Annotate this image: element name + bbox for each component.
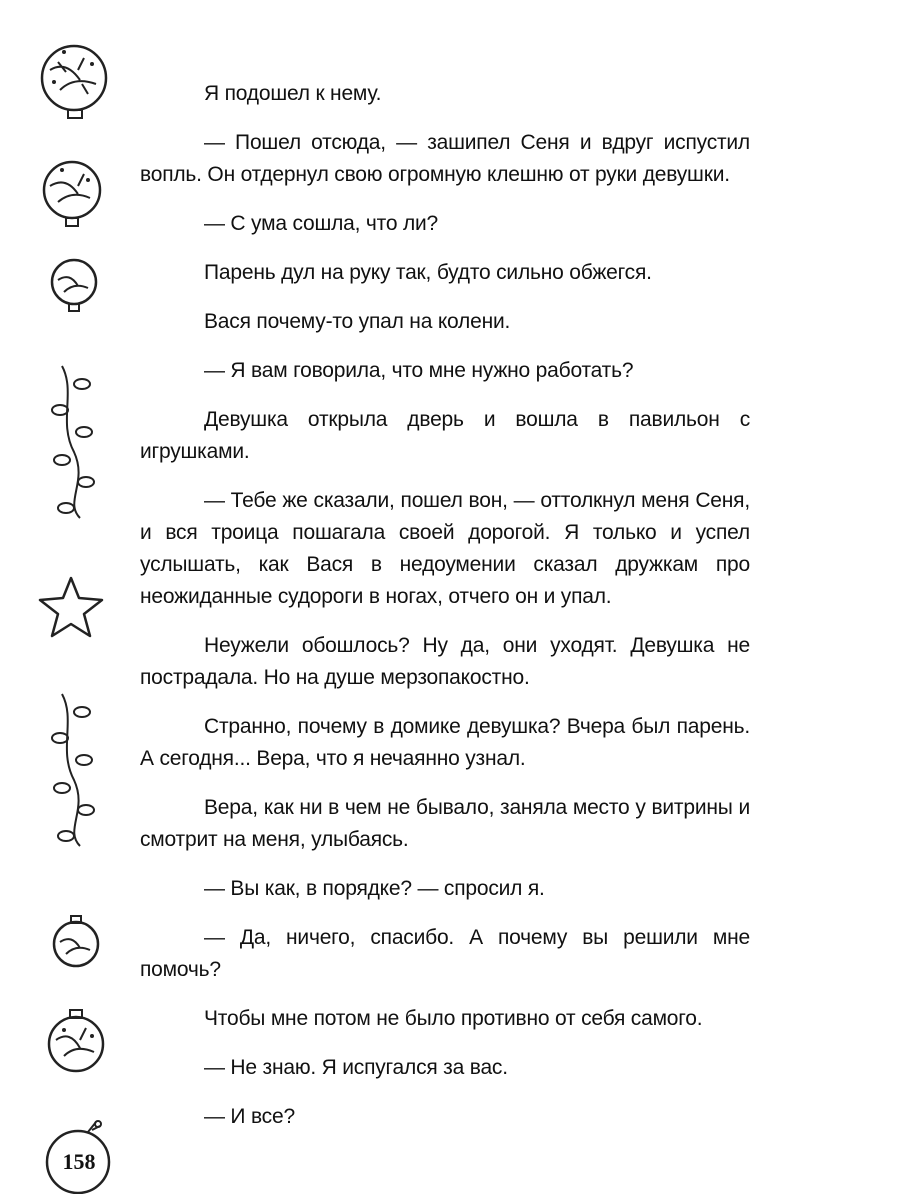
paragraph: Я подошел к нему.: [204, 82, 382, 105]
christmas-ornament-icon: [48, 258, 104, 314]
paragraph: Вася почему-то упал на колени.: [204, 310, 511, 333]
paragraph: Парень дул на руку так, будто сильно обжегся.: [204, 261, 652, 284]
garland-icon: [48, 362, 100, 522]
garland-icon: [48, 690, 100, 850]
paragraph: — Тебе же сказали, пошел вон, — оттолкнул меня Сеня, и вся троица пошагала своей дорогой. Я только и успел услышать, как Вася в недоумении сказал дружкам про неожиданные судороги в ногах, отчего он и упал.: [140, 489, 750, 608]
paragraph: Девушка открыла дверь и вошла в павильон с игрушками.: [140, 408, 750, 463]
paragraph: Неужели обошлось? Ну да, они уходят. Девушка не пострадала. Но на душе мерзопакостно.: [140, 634, 750, 689]
paragraph: Чтобы мне потом не было противно от себя самого.: [204, 1007, 703, 1030]
paragraph: — С ума сошла, что ли?: [204, 212, 439, 235]
paragraph: — Да, ничего, спасибо. А почему вы решили мне помочь?: [140, 926, 750, 981]
christmas-ornament-icon: [44, 1008, 114, 1074]
paragraph: — Вы как, в порядке? — спросил я.: [204, 877, 545, 900]
paragraph: — Я вам говорила, что мне нужно работать?: [204, 359, 634, 382]
paragraph: — Не знаю. Я испугался за вас.: [204, 1056, 508, 1079]
paragraph: Странно, почему в домике девушка? Вчера был парень. А сегодня... Вера, что я нечаянно узнал.: [140, 715, 750, 770]
christmas-ornament-icon: [36, 40, 116, 120]
christmas-ornament-icon: [48, 912, 106, 970]
paragraph: Вера, как ни в чем не бывало, заняла место у витрины и смотрит на меня, улыбаясь.: [140, 796, 750, 851]
paragraph: — Пошел отсюда, — зашипел Сеня и вдруг испустил вопль. Он отдернул свою огромную клешню от руки девушки.: [140, 131, 750, 186]
star-icon: [36, 574, 106, 640]
paragraph: — И все?: [204, 1105, 295, 1128]
page-number: 158: [62, 1149, 96, 1174]
margin-decorations: [0, 0, 140, 1200]
page-number-ornament: [40, 1118, 116, 1194]
text-column: [140, 78, 750, 1150]
christmas-ornament-icon: [40, 160, 110, 230]
